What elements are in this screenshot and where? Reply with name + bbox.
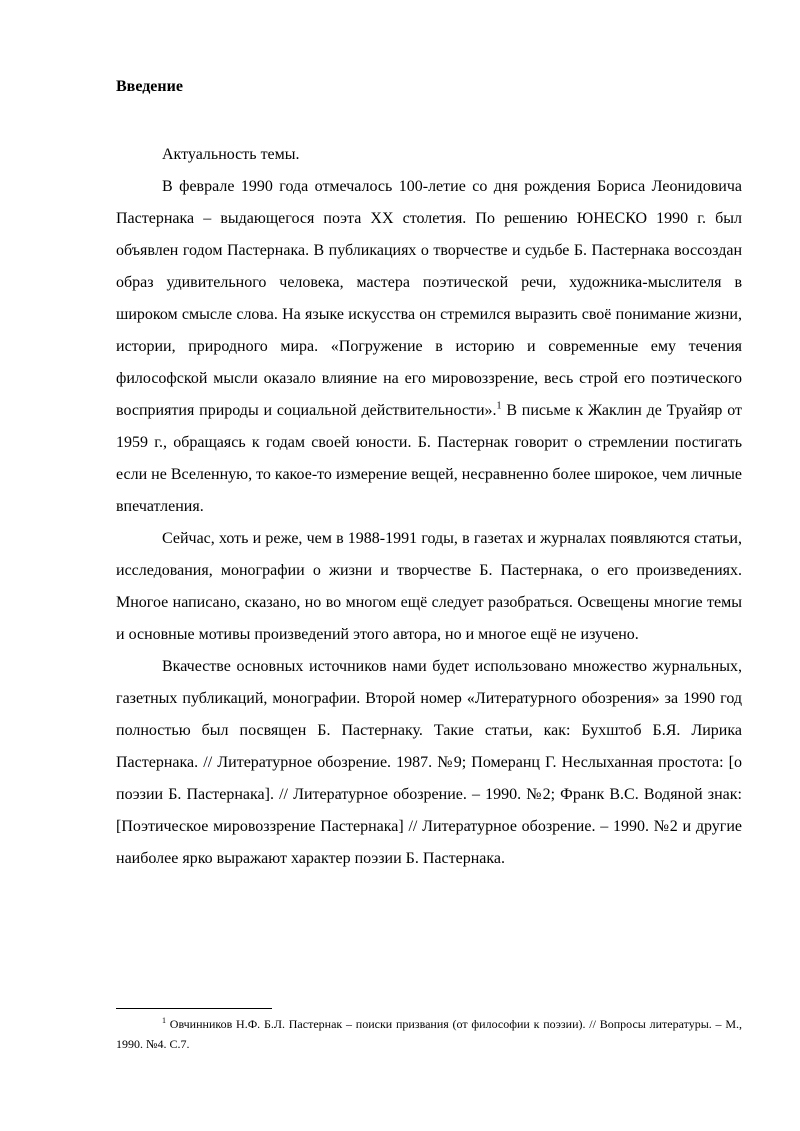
paragraph-1 [116, 171, 742, 523]
paragraph-3: Вкачестве основных источников нами будет использовано множество журнальных, газетных публикаций, монографии. Второй номер «Литературного обозрения» за 1990 год полностью был посвящен Б. Пастернаку. Такие статьи, как: Бухштоб Б.Я. Лирика Пастернака. // Литературное обозрение. 1987. №9; Померанц Г. Неслыханная простота: [о поэзии Б. Пастернака]. // Литературное обозрение. – 1990. №2; Франк В.С. Водяной знак: [Поэтическое мировоззрение Пастернака] // Литературное обозрение. – 1990. №2 и другие наиболее ярко выражают характер поэзии Б. Пастернака. [116, 658, 742, 867]
footnote-number: 1 [162, 1016, 166, 1025]
footnote [116, 1014, 742, 1054]
body-text [116, 139, 742, 875]
subheading: Актуальность темы. [162, 146, 300, 163]
footnote-separator [116, 1008, 272, 1009]
paragraph-2: Сейчас, хоть и реже, чем в 1988-1991 годы, в газетах и журналах появляются статьи, исследования, монографии о жизни и творчестве Б. Пастернака, о его произведениях. Многое написано, сказано, но во многом ещё следует разобраться. Освещены многие темы и основные мотивы произведений этого автора, но и многое ещё не изучено. [116, 530, 742, 643]
footnote-text: Овчинников Н.Ф. Б.Л. Пастернак – поиски призвания (от философии к поэзии). // Вопросы литературы. – М., 1990. №4. С.7. [116, 1017, 742, 1051]
section-heading: Введение [116, 78, 183, 95]
paragraph-1-text: В феврале 1990 года отмечалось 100-летие со дня рождения Бориса Леонидовича Пастернака – выдающегося поэта XX столетия. По решению ЮНЕСКО 1990 г. был объявлен годом Пастернака. В публикациях о творчестве и судьбе Б. Пастернака воссоздан образ удивительного человека, мастера поэтической речи, художника-мыслителя в широком смысле слова. На языке искусства он стремился выразить своё понимание жизни, истории, природного мира. «Погружение в историю и современные ему течения философской мысли оказало влияние на его мировоззрение, весь строй его поэтического восприятия природы и социальной действительности». [116, 178, 742, 419]
paragraph-1-tail: В письме к Жаклин де Труайяр от 1959 г., обращаясь к годам своей юности. Б. Пастернак говорит о стремлении постигать если не Вселенную, то какое-то измерение вещей, несравненно более широкое, чем личные впечатления. [116, 402, 743, 515]
footnote-ref[interactable]: 1 [496, 400, 502, 412]
